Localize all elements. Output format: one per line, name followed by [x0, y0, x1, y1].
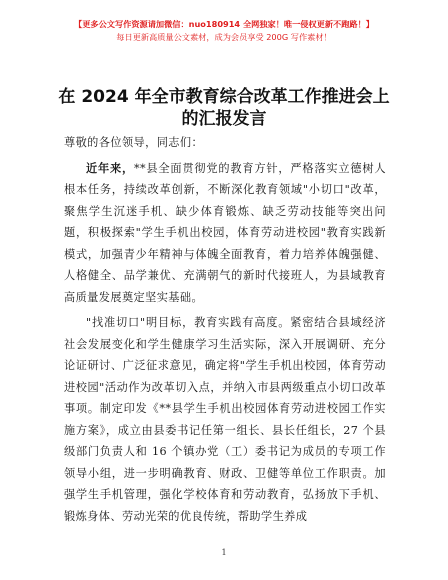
salutation: 尊敬的各位领导，同志们： — [64, 136, 204, 149]
paragraph-2 — [64, 312, 386, 527]
page-number: 1 — [221, 548, 227, 557]
paragraph-1-text: **县全面贯彻党的教育方针，严格落实立德树人根本任务，持续改革创新，不断深化教育领域"小切口"改革，聚焦学生沉迷手机、缺少体育锻炼、缺乏劳动技能等突出问题，积极探索"学生手机出校园，体育劳动进校园"教育实践新模式，加强青少年精神与体魄全面教育，着力培养体魄强健、人格健全、品学兼优、充满朝气的新时代接班人，为县域教育高质量发展奠定坚实基础。 — [64, 161, 386, 304]
promo-banner — [0, 18, 448, 44]
document-body — [64, 132, 386, 527]
promo-banner-line-1: 【更多公文写作资源请加微信：nuo180914 全网独家！唯一侵权更新不跑路！】 — [74, 19, 374, 29]
paragraph-2-text: "找准切口"明目标，教育实践有高度。紧密结合县域经济社会发展变化和学生健康学习生活实际，深入开展调研、充分论证研讨、广泛征求意见，确定将"学生手机出校园，体育劳动进校园"活动作为改革切入点，并纳入市县两级重点小切口改革事项。制定印发《**县学生手机出校园体育劳动进校园工作实施方案》，成立由县委书记任第一组长、县长任组长，27 个县级部门负责人和 16 个镇办党（工）委书记为成员的专项工作领导小组，进一步明确教育、财政、卫健等单位工作职责。加强学生手机管理，强化学校体育和劳动教育，弘扬放下手机、锻炼身体、劳动光荣的优良传统，帮助学生养成 — [64, 316, 386, 523]
promo-banner-line-2: 每日更新高质量公文素材，成为会员享受 200G 写作素材！ — [116, 32, 332, 42]
document-title: 在 2024 年全市教育综合改革工作推进会上的汇报发言 — [58, 87, 390, 129]
paragraph-1-lead: 近年来， — [86, 161, 134, 175]
paragraph-1 — [64, 158, 386, 309]
